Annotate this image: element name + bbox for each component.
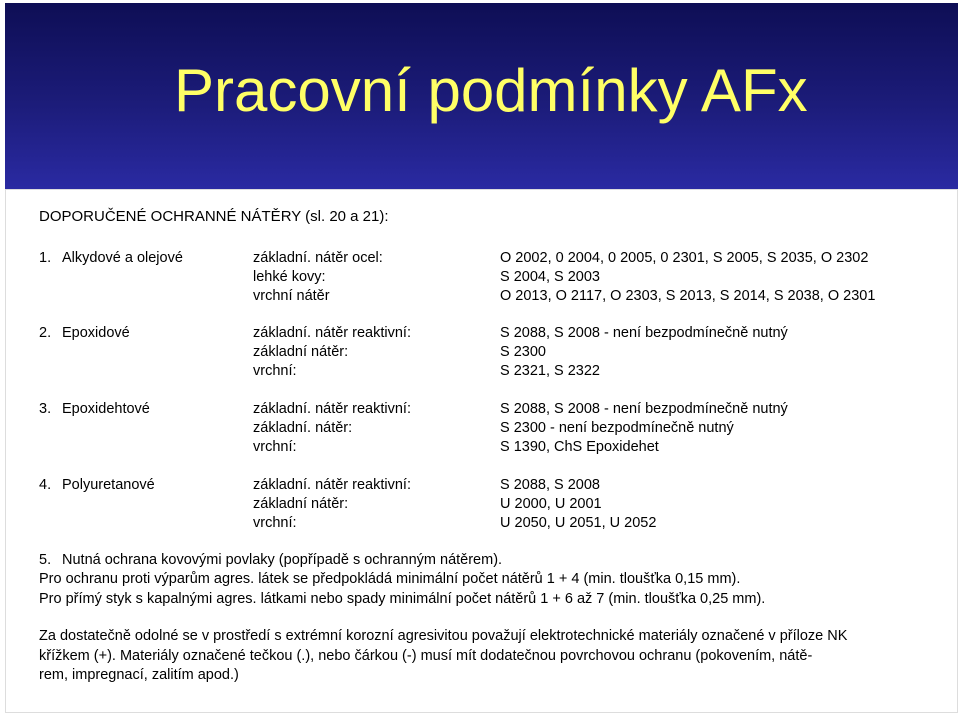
group-number: 3. <box>39 401 52 417</box>
coating-spec: S 2321, S 2322 <box>500 363 600 379</box>
coating-type: lehké kovy: <box>253 269 326 285</box>
coating-spec: S 2088, S 2008 - není bezpodmínečně nutný <box>500 325 788 341</box>
coating-spec: U 2050, U 2051, U 2052 <box>500 515 657 531</box>
section-heading: DOPORUČENÉ OCHRANNÉ NÁTĚRY (sl. 20 a 21): <box>39 208 389 225</box>
coating-type: základní. nátěr reaktivní: <box>253 325 411 341</box>
group-number: 1. <box>39 250 52 266</box>
coating-type: vrchní: <box>253 363 297 379</box>
item-detail-line: Pro ochranu proti výparům agres. látek se předpokládá minimální počet nátěrů 1 + 4 (min. tloušťka 0,15 mm). <box>39 571 741 587</box>
item-text: Nutná ochrana kovovými povlaky (popřípadě s ochranným nátěrem). <box>62 552 503 568</box>
coating-spec: S 2088, S 2008 <box>500 477 600 493</box>
coating-type: základní. nátěr reaktivní: <box>253 477 411 493</box>
coating-spec: S 1390, ChS Epoxidehet <box>500 439 659 455</box>
coating-spec: S 2088, S 2008 - není bezpodmínečně nutný <box>500 401 788 417</box>
note-line: Za dostatečně odolné se v prostředí s extrémní korozní agresivitou považují elektrotechnické materiály označené v příloze NK <box>39 628 848 644</box>
group-number: 2. <box>39 325 52 341</box>
group-name: Alkydové a olejové <box>62 250 183 266</box>
coating-spec: S 2004, S 2003 <box>500 269 600 285</box>
group-name: Polyuretanové <box>62 477 155 493</box>
note-line: rem, impregnací, zalitím apod.) <box>39 667 239 683</box>
note-line: křížkem (+). Materiály označené tečkou (.), nebo čárkou (-) musí mít dodatečnou povrchovou ochranu (pokovením, nátě- <box>39 648 813 664</box>
slide-title: Pracovní podmínky AFx <box>174 57 808 124</box>
coating-type: vrchní nátěr <box>253 288 330 304</box>
group-name: Epoxidehtové <box>62 401 150 417</box>
coating-type: základní. nátěr reaktivní: <box>253 401 411 417</box>
coating-spec: S 2300 - není bezpodmínečně nutný <box>500 420 734 436</box>
coating-spec: O 2002, 0 2004, 0 2005, 0 2301, S 2005, S 2035, O 2302 <box>500 250 869 266</box>
group-number: 4. <box>39 477 52 493</box>
title-banner <box>5 3 958 189</box>
coating-type: základní nátěr: <box>253 496 349 512</box>
coating-spec: U 2000, U 2001 <box>500 496 602 512</box>
coating-type: základní nátěr: <box>253 344 349 360</box>
coating-type: základní. nátěr: <box>253 420 353 436</box>
group-name: Epoxidové <box>62 325 130 341</box>
coating-type: vrchní: <box>253 515 297 531</box>
coating-type: základní. nátěr ocel: <box>253 250 383 266</box>
item-detail-line: Pro přímý styk s kapalnými agres. látkami nebo spady minimální počet nátěrů 1 + 6 až 7 (min. tloušťka 0,25 mm). <box>39 591 766 607</box>
coating-type: vrchní: <box>253 439 297 455</box>
coating-spec: S 2300 <box>500 344 546 360</box>
item-number: 5. <box>39 552 52 568</box>
coating-spec: O 2013, O 2117, O 2303, S 2013, S 2014, S 2038, O 2301 <box>500 288 876 304</box>
